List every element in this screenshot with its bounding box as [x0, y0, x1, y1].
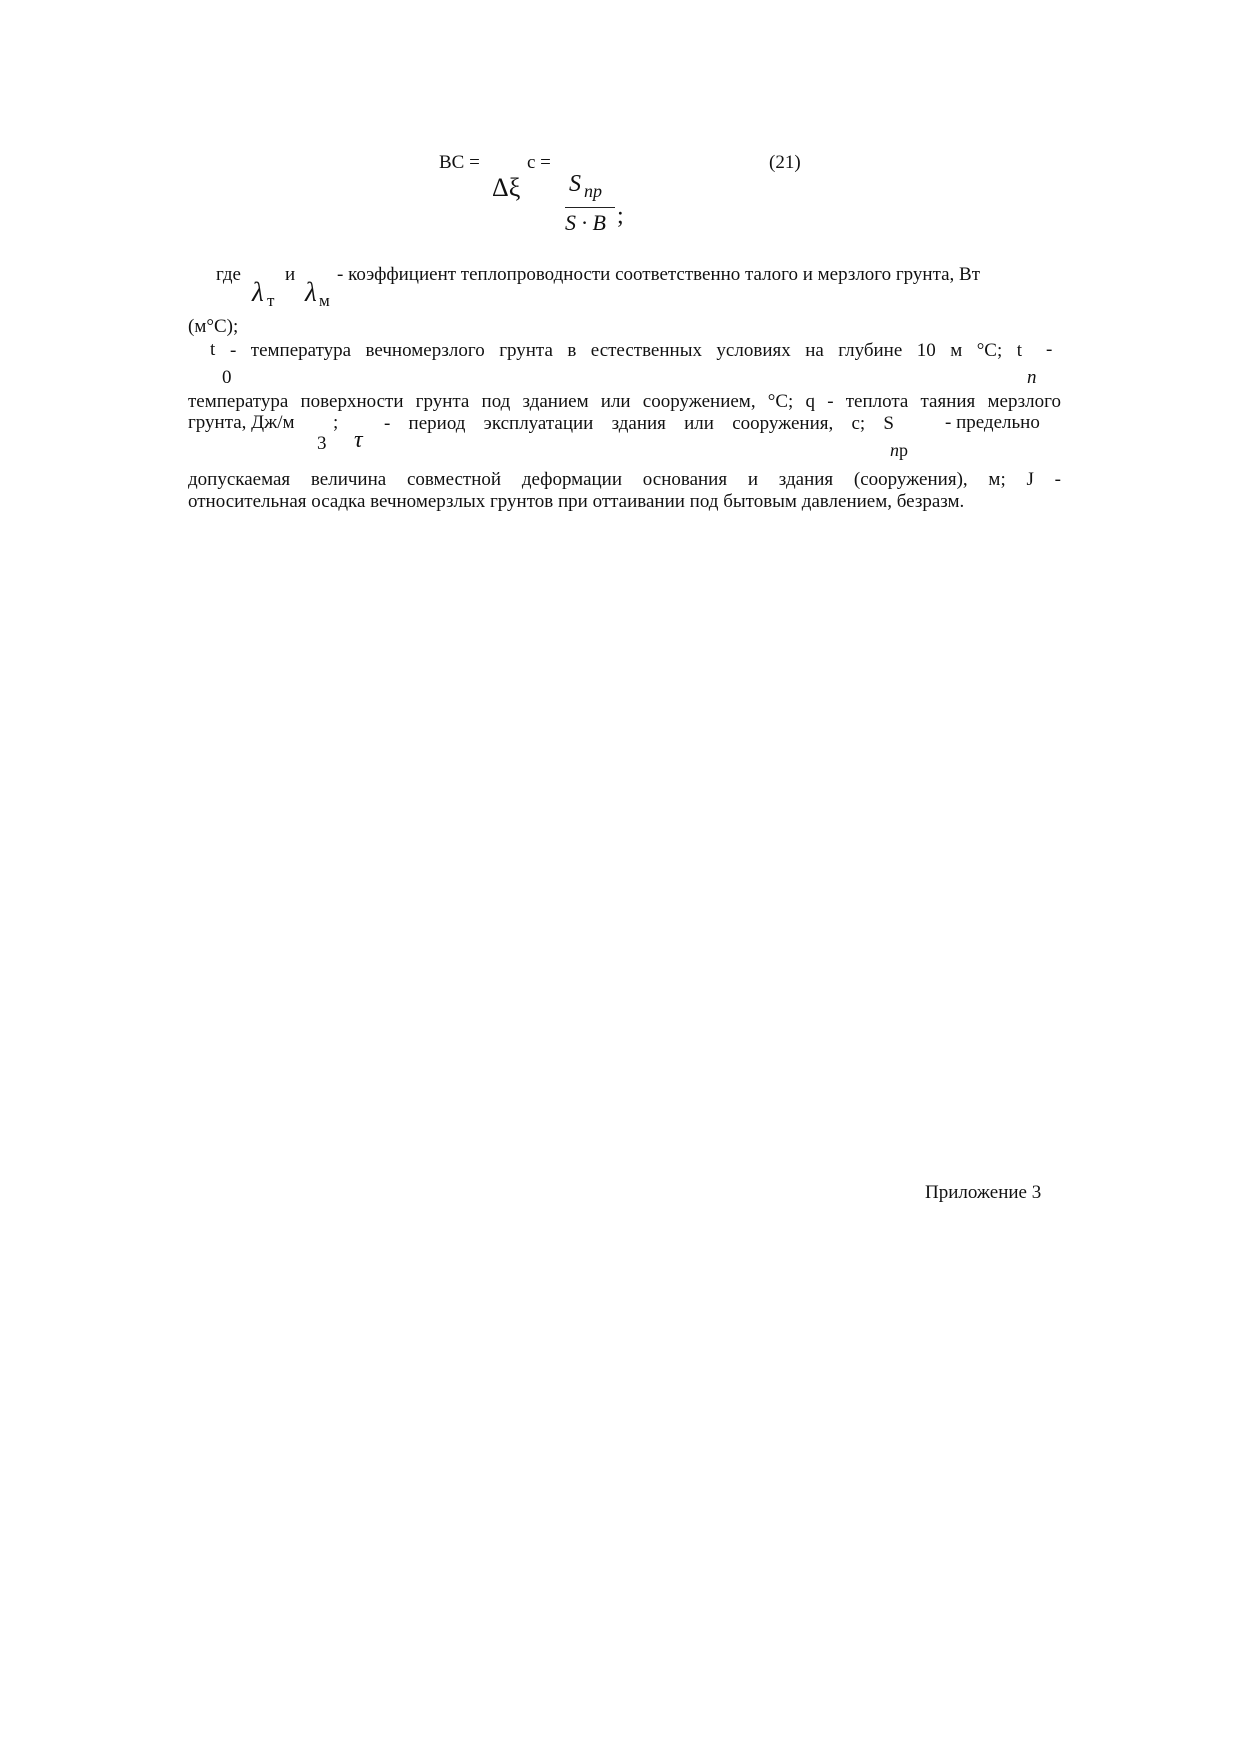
lambda-description: - коэффициент теплопроводности соответственно талого и мерзлого грунта, Вт [337, 264, 981, 285]
paragraph-line-2-c: - период эксплуатации здания или сооружения, с; S [384, 413, 894, 434]
numerator-s: S [569, 171, 581, 197]
formula-number: (21) [769, 152, 801, 173]
np-subscript-p: р [899, 440, 908, 460]
subscript-zero: 0 [222, 367, 232, 388]
np-subscript-n: n [890, 440, 899, 460]
paragraph-line-2-a: грунта, Дж/м [188, 412, 295, 433]
units-line: (м°С); [188, 316, 239, 337]
paragraph-line-4: относительная осадка вечномерзлых грунтов при оттаивании под бытовым давлением, безразм. [188, 491, 965, 512]
np-subscript [890, 441, 908, 459]
delta-xi-symbol: Δξ [492, 173, 521, 202]
lambda-m-symbol: λ [305, 277, 317, 307]
denominator: S · B [565, 210, 606, 235]
paragraph-line-2-d: - предельно [945, 412, 1040, 433]
i-word: и [285, 264, 296, 285]
formula-c-label: c = [527, 152, 551, 173]
paragraph-line-1: температура поверхности грунта под зданием или сооружением, °С; q - теплота таяния мерзлого [188, 391, 1061, 412]
gde-word: где [216, 264, 241, 285]
appendix-label: Приложение 3 [925, 1182, 1042, 1203]
t0-description: - температура вечномерзлого грунта в естественных условиях на глубине 10 м °С; t [230, 340, 1022, 361]
numerator-subscript [584, 182, 602, 200]
superscript-3: 3 [317, 433, 327, 454]
fraction-bar [565, 207, 615, 208]
t0-dash: - [1046, 339, 1053, 360]
tau-symbol: τ [354, 427, 363, 453]
paragraph-line-3: допускаемая величина совместной деформации основания и здания (сооружения), м; J - [188, 469, 1061, 490]
formula-semicolon: ; [617, 203, 624, 229]
paragraph-line-2-b: ; [333, 412, 339, 433]
lambda-t-symbol: λ [252, 277, 264, 307]
t-symbol: t [210, 339, 216, 360]
lambda-t-subscript: т [267, 291, 275, 310]
subscript-n: n [1027, 367, 1037, 388]
numerator-sub-text: пр [584, 181, 602, 201]
formula-bc-label: ВС = [439, 152, 480, 173]
lambda-m-subscript: м [319, 291, 330, 310]
